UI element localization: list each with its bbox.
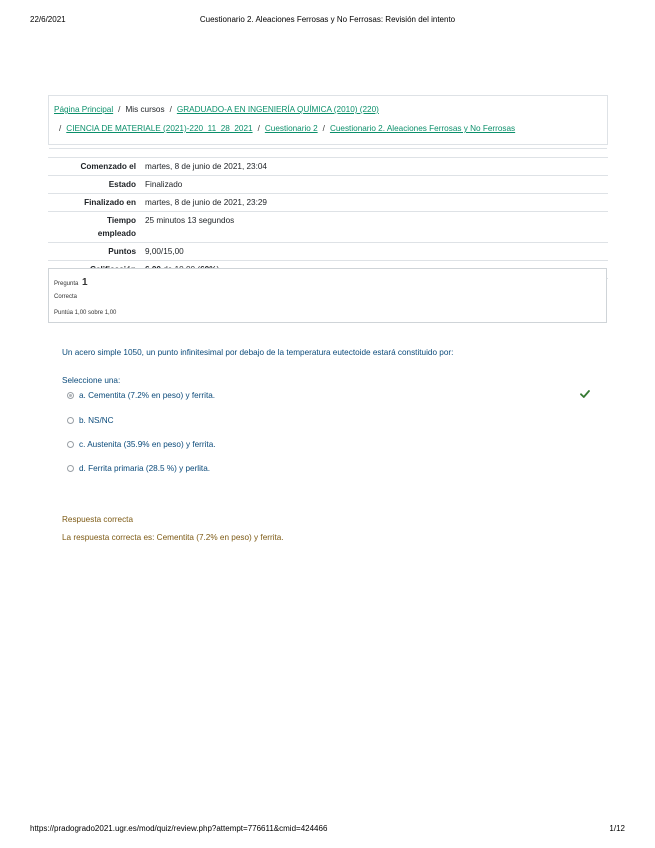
- breadcrumb-home-link[interactable]: Página Principal: [54, 105, 114, 114]
- started-label: Comenzado el: [80, 162, 136, 171]
- radio-icon[interactable]: [67, 417, 74, 424]
- answer-option-c[interactable]: [67, 440, 216, 449]
- breadcrumb-line-1: [54, 105, 379, 114]
- breadcrumb-line-2: [59, 124, 515, 133]
- finished-label: Finalizado en: [84, 198, 136, 207]
- answer-option-b[interactable]: [67, 416, 114, 425]
- radio-selected-icon[interactable]: [67, 392, 74, 399]
- answer-option-d[interactable]: [67, 464, 210, 473]
- time-value: 25 minutos 13 segundos: [145, 216, 235, 225]
- breadcrumb-section-link[interactable]: Cuestionario 2: [264, 124, 318, 133]
- answer-label: b. NS/NC: [79, 416, 114, 425]
- answer-label: a. Cementita (7.2% en peso) y ferrita.: [79, 391, 216, 400]
- state-value: Finalizado: [145, 180, 183, 189]
- answer-label: d. Ferrita primaria (28.5 %) y perlita.: [79, 464, 211, 473]
- breadcrumb-separator: /: [59, 124, 62, 133]
- state-label: Estado: [108, 180, 136, 189]
- question-label: Pregunta: [54, 281, 79, 287]
- time-label-line-2: empleado: [97, 229, 136, 238]
- attempt-summary-table: [48, 157, 608, 279]
- breadcrumb-separator: /: [322, 124, 325, 133]
- page-number: 1/12: [609, 824, 625, 833]
- answer-label: c. Austenita (35.9% en peso) y ferrita.: [79, 440, 216, 449]
- radio-icon[interactable]: [67, 465, 74, 472]
- answer-option-a[interactable]: [67, 391, 215, 400]
- question-text: Un acero simple 1050, un punto infinitesimal por debajo de la temperatura eutectoide estará constituido por:: [62, 348, 454, 357]
- breadcrumb-my-courses: Mis cursos: [125, 105, 165, 114]
- question-number: [54, 277, 88, 288]
- time-label-line-1: Tiempo: [107, 216, 136, 225]
- print-title: Cuestionario 2. Aleaciones Ferrosas y No Ferrosas: Revisión del intento: [199, 15, 456, 24]
- breadcrumb-separator: /: [257, 124, 260, 133]
- summary-row-points: [48, 243, 608, 261]
- summary-row-time: [48, 212, 608, 243]
- time-label: [48, 212, 141, 243]
- question-state: Correcta: [54, 294, 78, 300]
- feedback-correct: Respuesta correcta: [62, 515, 133, 524]
- summary-row-finished: [48, 194, 608, 212]
- breadcrumb-separator: /: [169, 105, 172, 114]
- print-url: https://pradogrado2021.ugr.es/mod/quiz/review.php?attempt=776611&cmid=424466: [30, 824, 328, 833]
- check-icon: [580, 389, 590, 399]
- points-label: Puntos: [108, 247, 136, 256]
- question-info-box: [48, 268, 607, 323]
- finished-value: martes, 8 de junio de 2021, 23:29: [145, 198, 267, 207]
- print-date: 22/6/2021: [30, 15, 66, 24]
- started-value: martes, 8 de junio de 2021, 23:04: [145, 162, 267, 171]
- breadcrumb-separator: /: [118, 105, 121, 114]
- points-value: 9,00/15,00: [145, 247, 184, 256]
- question-mark: Puntúa 1,00 sobre 1,00: [54, 310, 117, 316]
- summary-row-started: [48, 158, 608, 176]
- radio-icon[interactable]: [67, 441, 74, 448]
- breadcrumb-degree-link[interactable]: GRADUADO-A EN INGENIERÍA QUÍMICA (2010) (220): [176, 105, 379, 114]
- right-answer: La respuesta correcta es: Cementita (7.2% en peso) y ferrita.: [62, 533, 284, 542]
- breadcrumb: [48, 95, 608, 145]
- summary-row-state: [48, 176, 608, 194]
- answer-prompt: Seleccione una:: [62, 376, 121, 385]
- breadcrumb-quiz-link[interactable]: Cuestionario 2. Aleaciones Ferrosas y No Ferrosas: [329, 124, 516, 133]
- breadcrumb-course-link[interactable]: CIENCIA DE MATERIALE (2021)-220_11_28_2021: [66, 124, 253, 133]
- question-number-value: 1: [82, 277, 88, 288]
